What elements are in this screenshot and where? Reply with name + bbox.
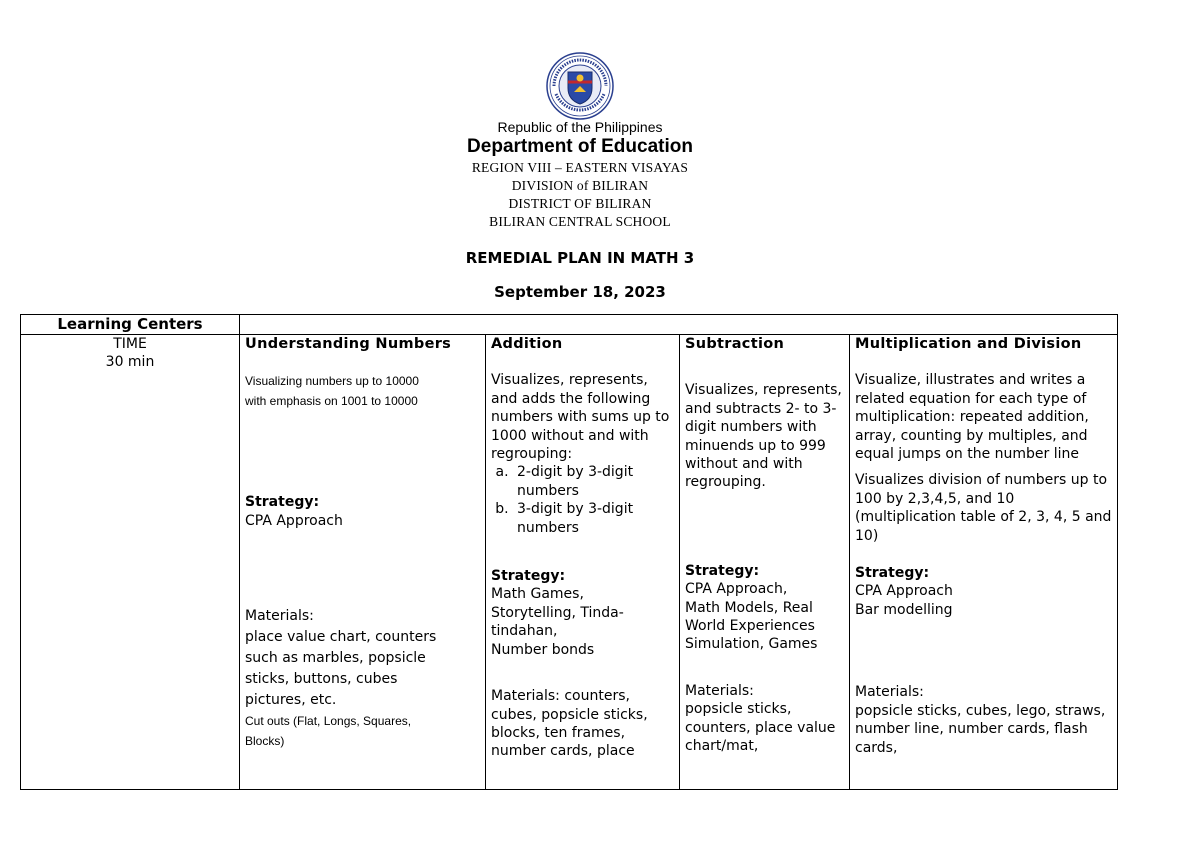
addition-cell bbox=[486, 335, 680, 790]
understanding-materials-label: Materials: bbox=[245, 608, 314, 625]
addition-materials: Materials: counters, cubes, popsicle sticks, blocks, ten frames, number cards, place bbox=[491, 688, 648, 760]
document-date: September 18, 2023 bbox=[494, 283, 666, 301]
subtraction-objective: Visualizes, represents, and subtracts 2- to 3-digit numbers with minuends up to 999 without and with regrouping. bbox=[685, 382, 842, 491]
addition-strategy-line3: Number bonds bbox=[491, 641, 595, 658]
understanding-cutouts-line2: Blocks) bbox=[245, 734, 285, 749]
department-name: Department of Education bbox=[467, 136, 693, 157]
subtraction-materials: popsicle sticks, counters, place value chart/mat, bbox=[685, 701, 836, 755]
district-line: DISTRICT OF BILIRAN bbox=[508, 196, 652, 211]
document-title: REMEDIAL PLAN IN MATH 3 bbox=[465, 249, 695, 267]
understanding-objective-line1: Visualizing numbers up to 10000 bbox=[245, 374, 419, 389]
addition-strategy-line1: Math Games, bbox=[491, 586, 584, 603]
multdiv-strategy-label: Strategy: bbox=[855, 565, 930, 582]
multdiv-strategy-line1: CPA Approach bbox=[855, 583, 953, 600]
addition-heading: Addition bbox=[491, 336, 563, 352]
division-objective: Visualizes division of numbers up to 100 by 2,3,4,5, and 10 (multiplication table of 2, 3, 4, 5 and 10) bbox=[855, 472, 1112, 544]
multiplication-division-cell bbox=[850, 335, 1118, 790]
subtraction-strategy-line3: World Experiences bbox=[685, 618, 815, 635]
subtraction-strategy-line2: Math Models, Real bbox=[685, 599, 813, 616]
deped-seal bbox=[546, 52, 614, 120]
addition-strategy-line2: Storytelling, Tinda-tindahan, bbox=[491, 604, 624, 640]
multiplication-objective: Visualize, illustrates and writes a related equation for each type of multiplication: repeated addition, array, counting by multiples, and equal jumps on the number line bbox=[855, 372, 1089, 463]
multiplication-division-heading: Multiplication and Division bbox=[855, 336, 1082, 352]
understanding-cutouts-line1: Cut outs (Flat, Longs, Squares, bbox=[245, 714, 412, 729]
region-line: REGION VIII – EASTERN VISAYAS bbox=[471, 160, 689, 175]
list-item: b. 3-digit by 3-digit numbers bbox=[513, 500, 674, 537]
subtraction-cell bbox=[680, 335, 850, 790]
table-row bbox=[21, 335, 1118, 790]
time-cell bbox=[21, 335, 240, 790]
understanding-materials-line2: such as marbles, popsicle bbox=[245, 650, 426, 667]
table-header-row bbox=[21, 315, 1118, 335]
multdiv-strategy-line2: Bar modelling bbox=[855, 601, 953, 618]
understanding-strategy-label: Strategy: bbox=[245, 494, 320, 511]
understanding-materials-line3: sticks, buttons, cubes bbox=[245, 671, 398, 688]
understanding-numbers-heading: Understanding Numbers bbox=[245, 336, 452, 352]
addition-objective: Visualizes, represents, and adds the following numbers with sums up to 1000 without and with regrouping: bbox=[491, 372, 670, 463]
division-line: DIVISION of BILIRAN bbox=[511, 178, 649, 193]
time-label: TIME bbox=[113, 336, 147, 352]
subtraction-strategy-line4: Simulation, Games bbox=[685, 636, 818, 653]
subtraction-strategy-label: Strategy: bbox=[685, 562, 760, 579]
subtraction-strategy-line1: CPA Approach, bbox=[685, 581, 788, 598]
understanding-objective-line2: with emphasis on 1001 to 10000 bbox=[245, 394, 418, 409]
subtraction-materials-label: Materials: bbox=[685, 682, 754, 699]
addition-strategy-label: Strategy: bbox=[491, 568, 566, 585]
time-value: 30 min bbox=[105, 354, 155, 371]
republic-line: Republic of the Philippines bbox=[497, 119, 663, 135]
multdiv-materials: popsicle sticks, cubes, lego, straws, number line, number cards, flash cards, bbox=[855, 702, 1106, 756]
list-item: a. 2-digit by 3-digit numbers bbox=[513, 463, 674, 500]
addition-list bbox=[491, 463, 674, 537]
header-spacer bbox=[240, 315, 1118, 335]
multdiv-materials-label: Materials: bbox=[855, 684, 924, 701]
understanding-materials-line4: pictures, etc. bbox=[245, 692, 337, 709]
understanding-materials-line1: place value chart, counters bbox=[245, 629, 437, 646]
understanding-strategy: CPA Approach bbox=[245, 512, 343, 529]
school-line: BILIRAN CENTRAL SCHOOL bbox=[489, 214, 671, 229]
understanding-numbers-cell bbox=[240, 335, 486, 790]
learning-centers-header: Learning Centers bbox=[21, 315, 240, 335]
remedial-plan-table bbox=[20, 314, 1118, 790]
subtraction-heading: Subtraction bbox=[685, 336, 785, 352]
